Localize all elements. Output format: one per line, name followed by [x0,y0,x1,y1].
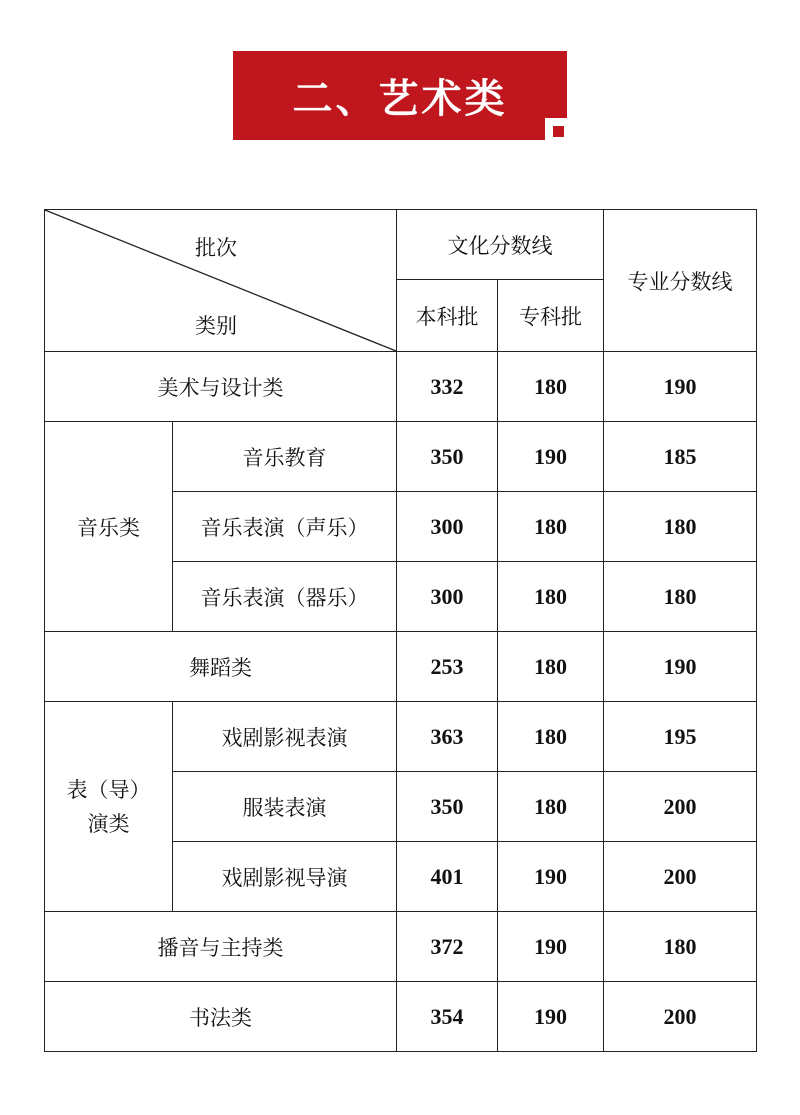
header-culture-score: 文化分数线 [397,210,604,280]
category-cell: 播音与主持类 [45,912,397,982]
undergrad-score-cell: 354 [397,982,498,1052]
junior-score-cell: 180 [498,772,604,842]
junior-score-cell: 180 [498,492,604,562]
undergrad-score-cell: 253 [397,632,498,702]
category-cell: 戏剧影视导演 [173,842,397,912]
header-professional-score: 专业分数线 [604,210,757,352]
table-row [45,632,757,702]
score-table [44,209,757,1052]
section-title: 二、艺术类 [292,76,508,122]
group-label-line-2: 演类 [87,811,130,836]
junior-score-cell: 180 [498,702,604,772]
category-cell: 美术与设计类 [45,352,397,422]
junior-score-cell: 190 [498,982,604,1052]
professional-score-cell: 180 [604,562,757,632]
category-cell: 音乐表演（声乐） [173,492,397,562]
category-cell: 服装表演 [173,772,397,842]
header-row-1 [45,210,757,280]
professional-score-cell: 190 [604,632,757,702]
professional-score-cell: 180 [604,492,757,562]
undergrad-score-cell: 363 [397,702,498,772]
header-junior: 专科批 [498,280,604,352]
professional-score-cell: 200 [604,772,757,842]
professional-score-cell: 190 [604,352,757,422]
undergrad-score-cell: 300 [397,492,498,562]
professional-score-cell: 180 [604,912,757,982]
undergrad-score-cell: 350 [397,422,498,492]
table-row [45,352,757,422]
table-row [45,422,757,492]
undergrad-score-cell: 350 [397,772,498,842]
junior-score-cell: 180 [498,562,604,632]
group-cell-performance [45,702,173,912]
undergrad-score-cell: 332 [397,352,498,422]
section-banner [233,51,567,140]
category-cell: 音乐教育 [173,422,397,492]
professional-score-cell: 195 [604,702,757,772]
group-cell-music: 音乐类 [45,422,173,632]
category-cell: 书法类 [45,982,397,1052]
header-batch-label: 批次 [195,236,237,260]
table-row [45,702,757,772]
professional-score-cell: 185 [604,422,757,492]
junior-score-cell: 190 [498,912,604,982]
header-undergrad: 本科批 [397,280,498,352]
undergrad-score-cell: 372 [397,912,498,982]
junior-score-cell: 190 [498,422,604,492]
table-row [45,982,757,1052]
junior-score-cell: 180 [498,632,604,702]
professional-score-cell: 200 [604,842,757,912]
professional-score-cell: 200 [604,982,757,1052]
category-cell: 音乐表演（器乐） [173,562,397,632]
category-cell: 舞蹈类 [45,632,397,702]
group-label-line-1: 表（导） [66,777,151,802]
banner-corner-square [553,126,564,137]
undergrad-score-cell: 401 [397,842,498,912]
table-row [45,912,757,982]
category-cell: 戏剧影视表演 [173,702,397,772]
junior-score-cell: 190 [498,842,604,912]
diagonal-header-cell [45,210,397,352]
junior-score-cell: 180 [498,352,604,422]
header-category-label: 类别 [195,314,237,338]
undergrad-score-cell: 300 [397,562,498,632]
banner-corner-decoration [545,118,567,140]
